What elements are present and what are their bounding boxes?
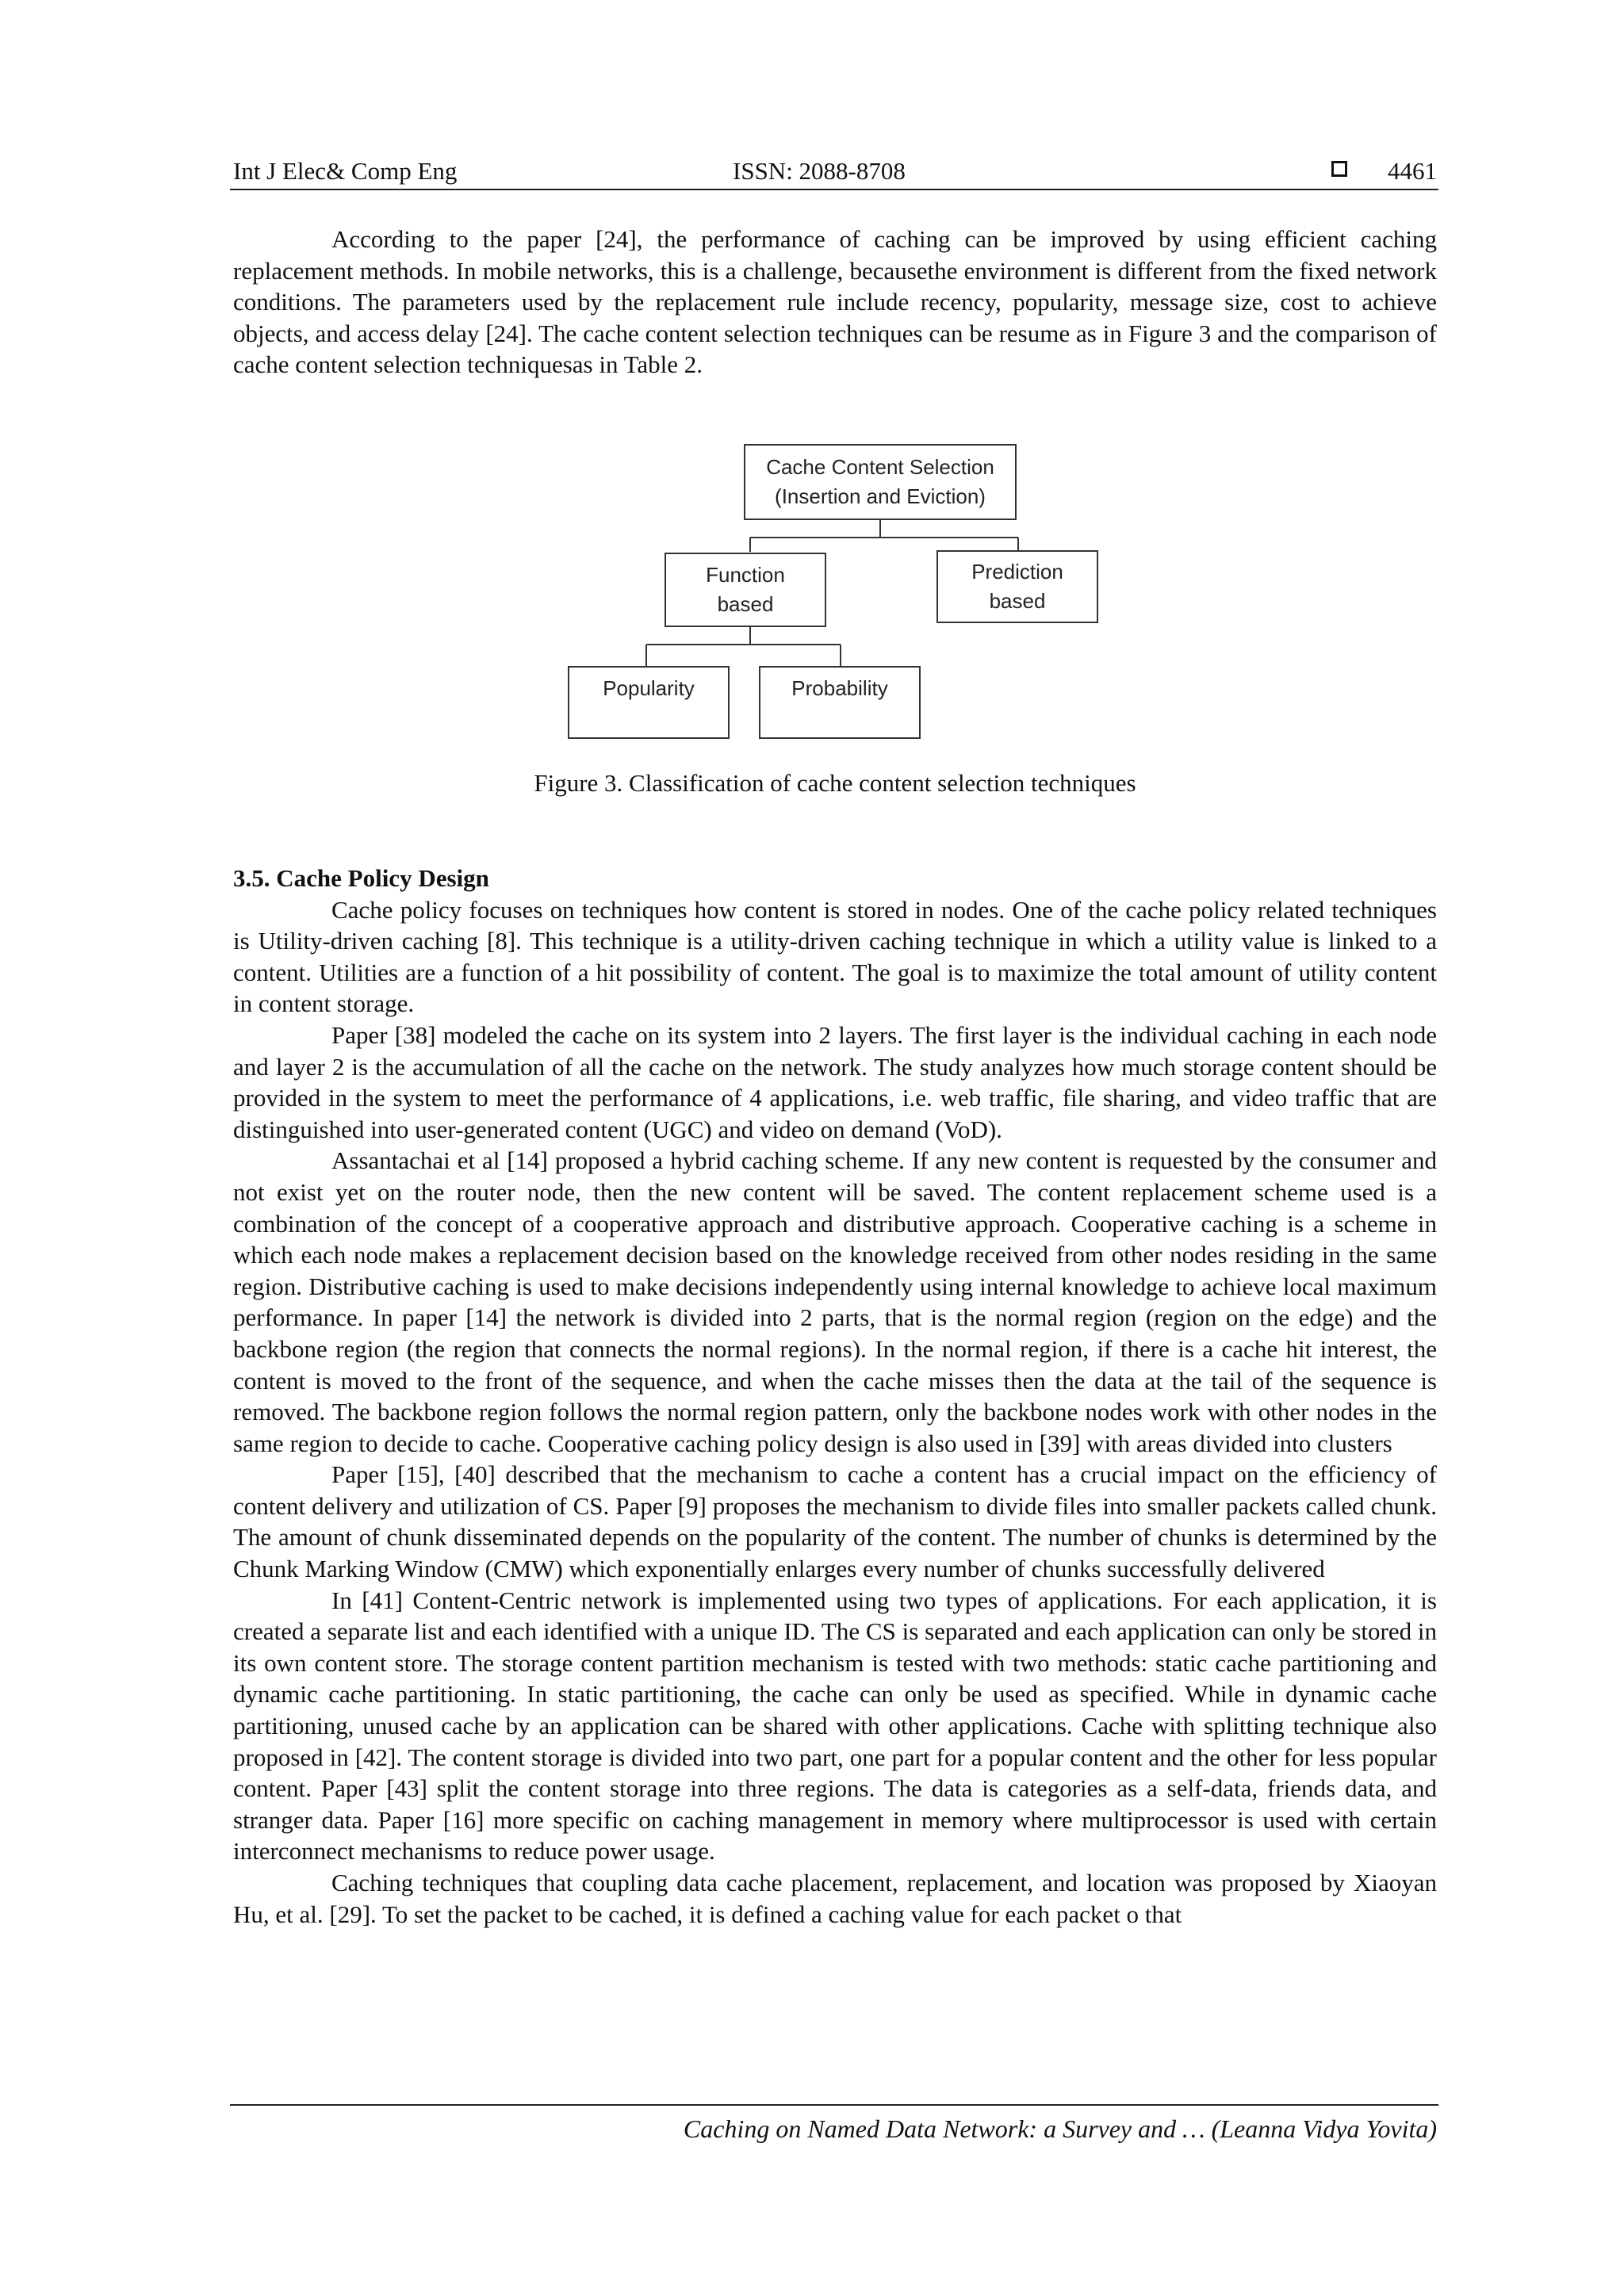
intro-text (233, 224, 1437, 381)
node-popularity-label: Popularity (603, 676, 695, 700)
section-paragraph: Cache policy focuses on techniques how content is stored in nodes. One of the cache policy related techniques is Utility-driven caching [8]. This technique is a utility-driven caching technique in which a utility value is linked to a content. Utilities are a function of a hit possibility of content. The goal is to maximize the total amount of utility content in content storage. (233, 895, 1437, 1018)
node-popularity (568, 666, 730, 739)
node-root-line2: (Insertion and Eviction) (775, 484, 986, 508)
node-prediction-line2: based (989, 589, 1046, 613)
square-icon (1331, 161, 1347, 177)
figure-3 (0, 0, 1624, 793)
node-function-line2: based (717, 592, 774, 616)
running-footer: Caching on Named Data Network: a Survey and … (Leanna Vidya Yovita) (683, 2114, 1437, 2143)
node-probability-label: Probability (791, 676, 888, 700)
section-paragraph: Paper [38] modeled the cache on its system into 2 layers. The first layer is the individual caching in each node and layer 2 is the accumulation of all the cache on the network. The study analyzes how much storage content should be provided in the system to meet the performance of 4 applications, i.e. web traffic, file sharing, and video traffic that are distinguished into user-generated content (UGC) and video on demand (VoD). (233, 1020, 1437, 1143)
node-function-line1: Function (706, 563, 785, 587)
section-cache-policy-design (233, 863, 1437, 1930)
issn: ISSN: 2088-8708 (733, 157, 906, 185)
node-root-line1: Cache Content Selection (766, 455, 994, 479)
node-cache-content-selection (744, 444, 1017, 520)
page-header (233, 155, 1437, 187)
node-probability (759, 666, 921, 739)
figure-caption: Figure 3. Classification of cache content selection techniques (534, 769, 1136, 797)
footer-rule (230, 2104, 1438, 2106)
page-number: 4461 (1388, 157, 1437, 185)
section-paragraph: Caching techniques that coupling data cache placement, replacement, and location was proposed by Xiaoyan Hu, et al. [29]. To set the packet to be cached, it is defined a caching value for each packet o that (233, 1869, 1437, 1928)
section-title: 3.5. Cache Policy Design (233, 864, 489, 892)
node-function-based (665, 553, 826, 627)
figure-connectors (0, 0, 1624, 793)
journal-name: Int J Elec& Comp Eng (233, 157, 458, 185)
section-paragraph: Assantachai et al [14] proposed a hybrid caching scheme. If any new content is requested by the consumer and not exist yet on the router node, then the new content will be saved. The content replacement scheme used is a combination of the concept of a cooperative approach and distributive approach. Cooperative caching is a scheme in which each node makes a replacement decision based on the knowledge received from other nodes residing in the same region. Distributive caching is used to make decisions independently using internal knowledge to achieve local maximum performance. In paper [14] the network is divided into 2 parts, that is the normal region (region on the edge) and the backbone region (the region that connects the normal regions). In the normal region, if there is a cache hit interest, the content is moved to the front of the sequence, and when the cache misses then the data at the tail of the sequence is removed. The backbone region follows the normal region pattern, only the backbone nodes work with other nodes in the same region to decide to cache. Cooperative caching policy design is also used in [39] with areas divided into clusters (233, 1146, 1437, 1457)
section-paragraph: Paper [15], [40] described that the mechanism to cache a content has a crucial impact on the efficiency of content delivery and utilization of CS. Paper [9] proposes the mechanism to divide files into smaller packets called chunk. The amount of chunk disseminated depends on the popularity of the content. The number of chunks is determined by the Chunk Marking Window (CMW) which exponentially enlarges every number of chunks successfully delivered (233, 1460, 1437, 1583)
intro-paragraph: According to the paper [24], the performance of caching can be improved by using efficient caching replacement methods. In mobile networks, this is a challenge, becausethe environment is different from the fixed network conditions. The parameters used by the replacement rule include recency, popularity, message size, cost to achieve objects, and access delay [24]. The cache content selection techniques can be resume as in Figure 3 and the comparison of cache content selection techniquesas in Table 2. (233, 225, 1437, 379)
node-prediction-based (936, 550, 1098, 623)
node-prediction-line1: Prediction (971, 560, 1063, 584)
header-rule (230, 189, 1438, 190)
section-paragraph: In [41] Content-Centric network is implemented using two types of applications. For each application, it is created a separate list and each identified with a unique ID. The CS is separated and each application can only be stored in its own content store. The storage content partition mechanism is tested with two methods: static cache partitioning and dynamic cache partitioning. In static partitioning, the cache can only be used as specified. While in dynamic cache partitioning, unused cache by an application can be shared with other applications. Cache with splitting technique also proposed in [42]. The content storage is divided into two part, one part for a popular content and the other for less popular content. Paper [43] split the content storage into three regions. The data is categories as a self-data, friends data, and stranger data. Paper [16] more specific on caching management in memory where multiprocessor is used with certain interconnect mechanisms to reduce power usage. (233, 1586, 1437, 1866)
